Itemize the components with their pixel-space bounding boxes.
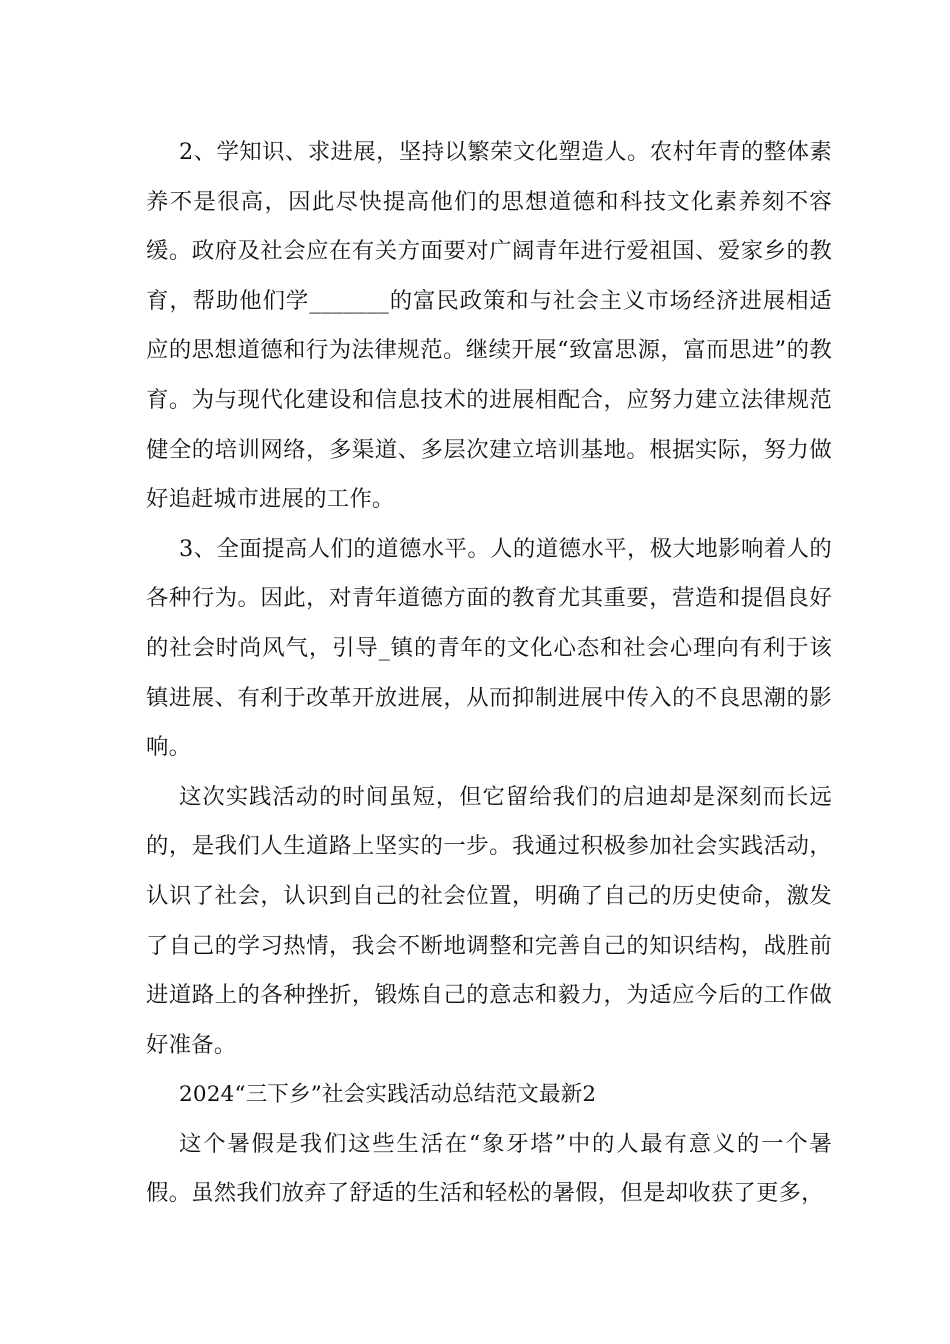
section-heading: 2024“三下乡”社会实践活动总结范文最新2 [179, 1082, 597, 1108]
paragraph-2: 2、学知识、求进展，坚持以繁荣文化塑造人。农村年青的整体素养不是很高，因此尽快提高他们的思想道德和科技文化素养刻不容缓。政府及社会应在有关方面要对广阔青年进行爱祖国、爱家乡的教育，帮助他们学_______的富民政策和与社会主义市场经济进展相适应的思想道德和行为法律规范。继续开展“致富思源，富而思进”的教育。为与现代化建设和信息技术的进展相配合，应努力建立法律规范健全的培训网络，多渠道、多层次建立培训基地。根据实际，努力做好追赶城市进展的工作。 [146, 139, 832, 513]
paragraph-summary: 这次实践活动的时间虽短，但它留给我们的启迪却是深刻而长远的，是我们人生道路上坚实的一步。我通过积极参加社会实践活动，认识了社会，认识到自己的社会位置，明确了自己的历史使命，激发了自己的学习热情，我会不断地调整和完善自己的知识结构，战胜前进道路上的各种挫折，锻炼自己的意志和毅力，为适应今后的工作做好准备。 [146, 783, 832, 1058]
paragraph-3: 3、全面提高人们的道德水平。人的道德水平，极大地影响着人的各种行为。因此，对青年道德方面的教育尤其重要，营造和提倡良好的社会时尚风气，引导_镇的青年的文化心态和社会心理向有利于该镇进展、有利于改革开放进展，从而抑制进展中传入的不良思潮的影响。 [146, 535, 832, 761]
paragraph-intro: 这个暑假是我们这些生活在“象牙塔”中的人最有意义的一个暑假。虽然我们放弃了舒适的生活和轻松的暑假，但是却收获了更多， [146, 1130, 832, 1207]
document-body [146, 128, 832, 1219]
